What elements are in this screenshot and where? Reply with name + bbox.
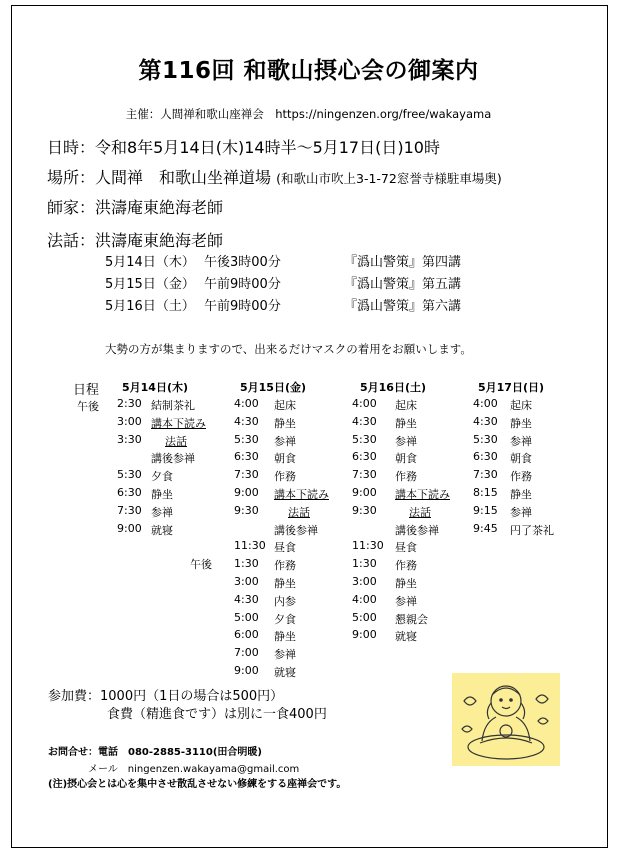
schedule-event: 作務 bbox=[274, 559, 296, 573]
schedule-event: 昼食 bbox=[395, 541, 417, 555]
contact-phone: お問合せ：電話 080-2885-3110(田合明暖) bbox=[48, 747, 262, 758]
schedule-event: 参禅 bbox=[151, 505, 173, 519]
schedule-time: 5:00 bbox=[234, 610, 259, 624]
lecture-text: 『潙山警策』第四講 bbox=[344, 255, 462, 270]
schedule-event: 講本下読み bbox=[151, 416, 206, 430]
lecture-text: 『潙山警策』第五講 bbox=[344, 277, 462, 292]
schedule-event: 懇親会 bbox=[395, 612, 428, 626]
schedule-time: 4:30 bbox=[473, 414, 498, 428]
pm-label: 午後 bbox=[77, 400, 99, 413]
lecture-time: 午前9時00分 bbox=[204, 277, 281, 292]
schedule-event: 参禅 bbox=[274, 434, 296, 448]
schedule-event: 講後参禅 bbox=[395, 523, 439, 537]
schedule-event: 静坐 bbox=[510, 488, 532, 501]
organizer-line: 主催：人間禅和歌山座禅会 https://ningenzen.org/free/wakayama bbox=[125, 107, 492, 121]
schedule-event: 朝食 bbox=[274, 452, 296, 466]
schedule-event: 参禅 bbox=[510, 434, 532, 448]
schedule-time: 11:30 bbox=[352, 539, 384, 553]
schedule-time: 4:30 bbox=[352, 414, 377, 428]
schedule-event: 就寝 bbox=[274, 666, 296, 679]
schedule-time: 5:00 bbox=[352, 610, 377, 624]
meal-fee-line: 食費（精進食です）は別に一食400円 bbox=[107, 707, 327, 722]
schedule-event: 法話 bbox=[288, 505, 310, 519]
schedule-event: 静坐 bbox=[274, 577, 296, 590]
schedule-time: 5:30 bbox=[117, 468, 142, 482]
schedule-event: 円了茶礼 bbox=[510, 523, 554, 537]
schedule-event: 内参 bbox=[274, 594, 296, 608]
schedule-time: 9:15 bbox=[473, 503, 498, 517]
schedule-time: 1:30 bbox=[234, 557, 259, 571]
schedule-time: 5:30 bbox=[234, 432, 259, 446]
schedule-time: 9:00 bbox=[352, 628, 377, 642]
schedule-time: 9:00 bbox=[117, 521, 142, 535]
fee-line: 参加費：1000円（1日の場合は500円） bbox=[48, 689, 284, 704]
schedule-event: 参禅 bbox=[395, 594, 417, 608]
schedule-time: 1:30 bbox=[352, 557, 377, 571]
schedule-time: 7:30 bbox=[352, 468, 377, 482]
schedule-event: 作務 bbox=[274, 470, 296, 484]
schedule-event: 起床 bbox=[395, 399, 417, 412]
schedule-event: 朝食 bbox=[395, 452, 417, 466]
schedule-time: 11:30 bbox=[234, 539, 266, 553]
schedule-event: 参禅 bbox=[395, 434, 417, 448]
schedule-event: 昼食 bbox=[274, 541, 296, 555]
schedule-time: 5:30 bbox=[473, 432, 498, 446]
place-line bbox=[47, 165, 502, 188]
lecture-date: 5月16日（土） bbox=[105, 299, 195, 314]
schedule-time: 6:00 bbox=[234, 628, 259, 642]
schedule-event: 作務 bbox=[510, 470, 532, 484]
place-main: 場所：人間禅 和歌山坐禅道場 bbox=[47, 168, 272, 187]
schedule-time: 9:30 bbox=[352, 503, 377, 517]
schedule-time: 9:45 bbox=[473, 521, 498, 535]
date-line: 日時：令和8年5月14日(木)14時半～5月17日(日)10時 bbox=[47, 138, 440, 157]
schedule-event: 就寝 bbox=[395, 630, 417, 644]
schedule-time: 4:00 bbox=[352, 592, 377, 606]
schedule-event: 夕食 bbox=[151, 470, 173, 484]
schedule-event: 法話 bbox=[409, 505, 431, 519]
schedule-event: 静坐 bbox=[510, 416, 532, 430]
schedule-event: 結制茶礼 bbox=[151, 399, 195, 412]
schedule-event: 法話 bbox=[165, 434, 187, 448]
schedule-event: 静坐 bbox=[274, 416, 296, 430]
schedule-event: 作務 bbox=[395, 470, 417, 484]
schedule-time: 7:30 bbox=[117, 503, 142, 517]
schedule-time: 4:30 bbox=[234, 414, 259, 428]
schedule-time: 7:30 bbox=[234, 468, 259, 482]
schedule-event: 参禅 bbox=[274, 648, 296, 662]
schedule-event: 講後参禅 bbox=[151, 452, 195, 466]
schedule-event: 参禅 bbox=[510, 505, 532, 519]
page-title: 第116回 和歌山摂心会の御案内 bbox=[138, 58, 479, 84]
sesshin-note: (注)摂心会とは心を集中させ散乱させない修練をする座禅会です。 bbox=[48, 779, 347, 790]
schedule-event: 講本下読み bbox=[274, 488, 329, 501]
schedule-event: 講本下読み bbox=[395, 488, 450, 501]
lecture-time: 午後3時00分 bbox=[204, 255, 281, 270]
day-header: 5月14日(木) bbox=[122, 381, 189, 394]
schedule-event: 夕食 bbox=[274, 612, 296, 626]
lecture-date: 5月14日（木） bbox=[105, 255, 195, 270]
schedule-event: 作務 bbox=[395, 559, 417, 573]
schedule-time: 7:00 bbox=[234, 646, 259, 660]
schedule-time: 6:30 bbox=[234, 450, 259, 464]
schedule-time: 7:30 bbox=[473, 468, 498, 482]
schedule-time: 9:00 bbox=[234, 664, 259, 677]
schedule-time: 3:00 bbox=[352, 575, 377, 588]
lecture-heading: 法話：洪濤庵東絶海老師 bbox=[47, 231, 224, 250]
schedule-event: 静坐 bbox=[395, 416, 417, 430]
schedule-time: 5:30 bbox=[352, 432, 377, 446]
schedule-event: 静坐 bbox=[151, 488, 173, 501]
schedule-time: 9:30 bbox=[234, 503, 259, 517]
schedule-time: 8:15 bbox=[473, 486, 498, 499]
mask-notice: 大勢の方が集まりますので、出来るだけマスクの着用をお願いします。 bbox=[105, 342, 472, 356]
lecture-time: 午前9時00分 bbox=[204, 299, 281, 314]
place-address: (和歌山市吹上3-1-72窓誉寺様駐車場奥) bbox=[276, 171, 502, 186]
schedule-event: 就寝 bbox=[151, 523, 173, 537]
schedule-time: 3:00 bbox=[117, 414, 142, 428]
schedule-time: 4:30 bbox=[234, 592, 259, 606]
schedule-time: 2:30 bbox=[117, 397, 142, 410]
contact-email: メール ningenzen.wakayama@gmail.com bbox=[88, 764, 300, 775]
schedule-event: 起床 bbox=[274, 399, 296, 412]
schedule-event: 静坐 bbox=[395, 577, 417, 590]
day-header: 5月16日(土) bbox=[360, 381, 427, 394]
schedule-time: 6:30 bbox=[117, 486, 142, 499]
teacher-line: 師家：洪濤庵東絶海老師 bbox=[47, 198, 224, 217]
day-header: 5月17日(日) bbox=[478, 381, 545, 394]
lecture-date: 5月15日（金） bbox=[105, 277, 195, 292]
pm-label: 午後 bbox=[190, 558, 212, 571]
schedule-time: 4:00 bbox=[234, 397, 259, 410]
schedule-event: 講後参禅 bbox=[274, 523, 318, 537]
day-header: 5月15日(金) bbox=[240, 381, 307, 394]
schedule-time: 9:00 bbox=[352, 486, 377, 499]
schedule-label: 日程 bbox=[73, 383, 100, 398]
meditating-figure-illustration bbox=[452, 673, 560, 766]
schedule-event: 起床 bbox=[510, 399, 532, 412]
schedule-time: 4:00 bbox=[352, 397, 377, 410]
schedule-event: 静坐 bbox=[274, 630, 296, 644]
schedule-time: 3:00 bbox=[234, 575, 259, 588]
lecture-text: 『潙山警策』第六講 bbox=[344, 299, 462, 314]
schedule-time: 4:00 bbox=[473, 397, 498, 410]
schedule-time: 3:30 bbox=[117, 432, 142, 446]
schedule-event: 朝食 bbox=[510, 452, 532, 466]
schedule-time: 6:30 bbox=[352, 450, 377, 464]
schedule-time: 6:30 bbox=[473, 450, 498, 464]
schedule-time: 9:00 bbox=[234, 486, 259, 499]
